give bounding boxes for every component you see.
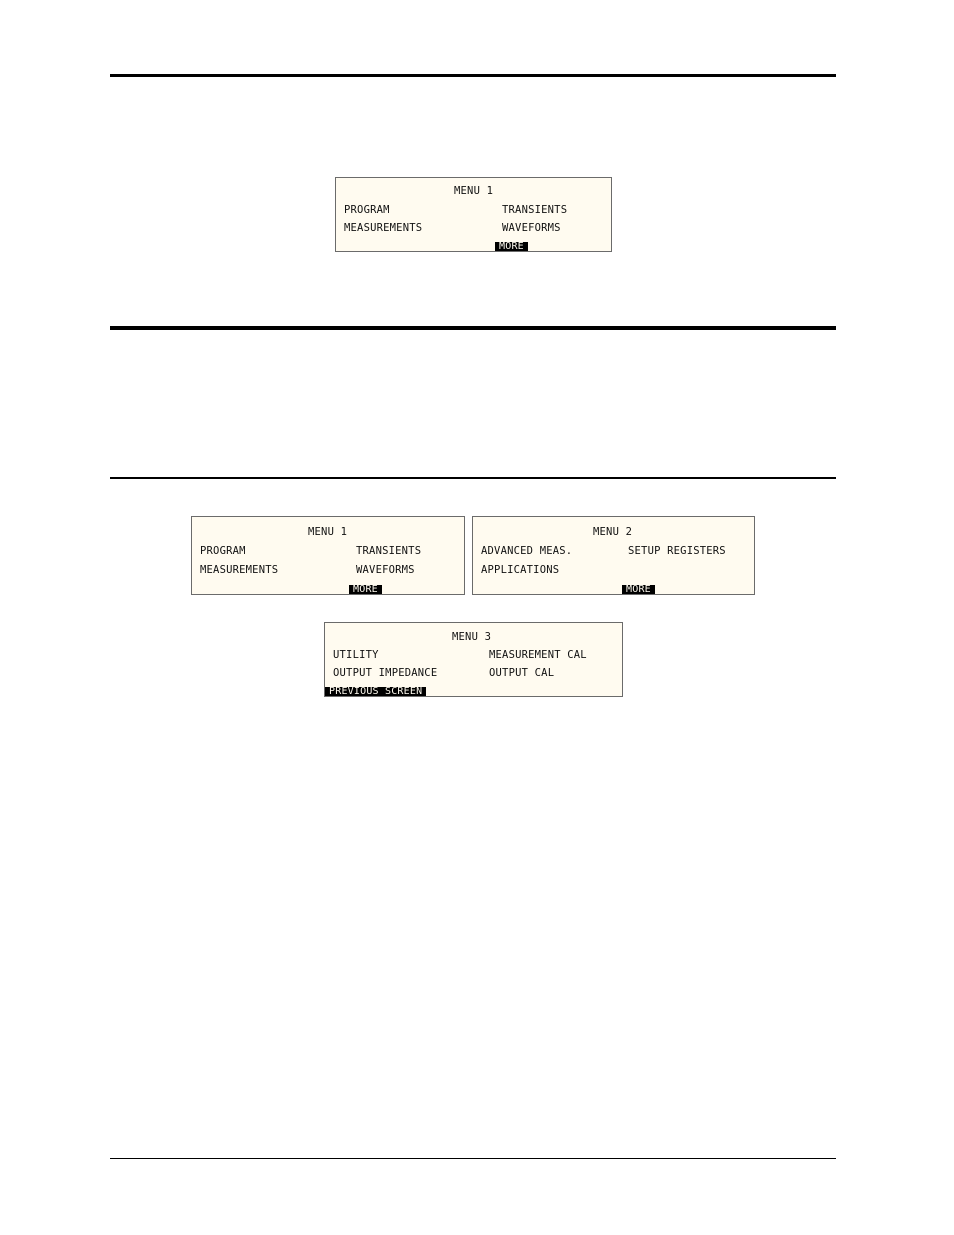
menu-item-program[interactable]: PROGRAM	[200, 545, 246, 557]
menu-item-advanced-meas[interactable]: ADVANCED MEAS.	[481, 545, 573, 557]
menu-item-applications[interactable]: APPLICATIONS	[481, 564, 560, 576]
menu-item-output-cal[interactable]: OUTPUT CAL	[489, 667, 555, 679]
menu-item-waveforms[interactable]: WAVEFORMS	[502, 222, 561, 234]
menu-item-transients[interactable]: TRANSIENTS	[502, 204, 568, 216]
subsection-rule	[110, 477, 836, 479]
menu-item-measurements[interactable]: MEASUREMENTS	[344, 222, 423, 234]
previous-screen-highlight[interactable]: PREVIOUS SCREEN	[325, 687, 426, 696]
lcd-menu3-screen	[324, 622, 623, 697]
menu-item-transients[interactable]: TRANSIENTS	[356, 545, 422, 557]
top-rule	[110, 74, 836, 77]
menu-item-measurement-cal[interactable]: MEASUREMENT CAL	[489, 649, 587, 661]
menu-title: MENU 1	[454, 185, 494, 197]
more-highlight[interactable]: MORE	[349, 585, 382, 594]
lcd-menu1-screen	[335, 177, 612, 252]
footer-rule	[110, 1158, 836, 1159]
menu-item-waveforms[interactable]: WAVEFORMS	[356, 564, 415, 576]
more-highlight[interactable]: MORE	[622, 585, 655, 594]
menu-item-program[interactable]: PROGRAM	[344, 204, 390, 216]
lcd-menu1-screen	[191, 516, 465, 595]
menu-item-utility[interactable]: UTILITY	[333, 649, 379, 661]
menu-title: MENU 3	[452, 631, 492, 643]
menu-item-measurements[interactable]: MEASUREMENTS	[200, 564, 279, 576]
menu-item-setup-registers[interactable]: SETUP REGISTERS	[628, 545, 726, 557]
menu-title: MENU 2	[593, 526, 633, 538]
more-highlight[interactable]: MORE	[495, 242, 528, 251]
lcd-menu2-screen	[472, 516, 755, 595]
menu-item-output-impedance[interactable]: OUTPUT IMPEDANCE	[333, 667, 438, 679]
menu-title: MENU 1	[308, 526, 348, 538]
section-rule	[110, 326, 836, 330]
